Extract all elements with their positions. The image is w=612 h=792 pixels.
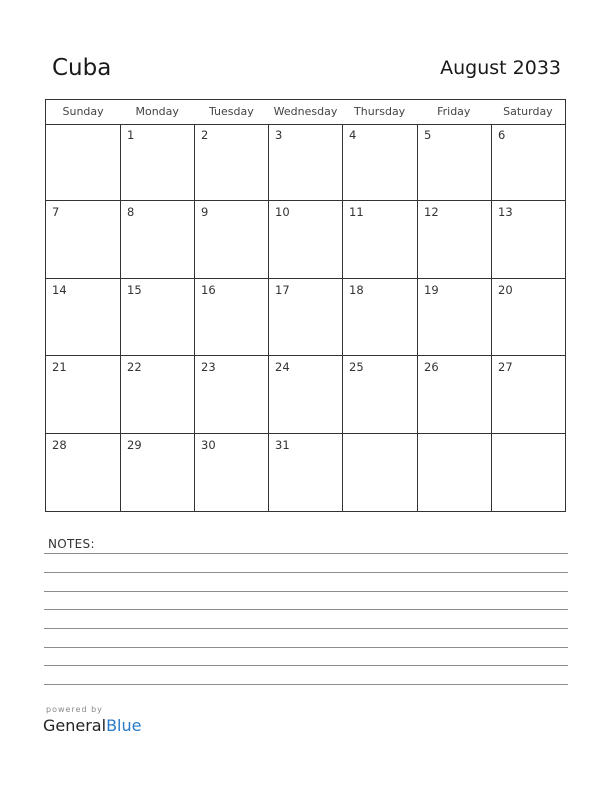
day-number: 12 <box>424 205 439 219</box>
weekday-wednesday: Wednesday <box>273 105 338 118</box>
day-number: 20 <box>498 283 513 297</box>
weekday-tuesday: Tuesday <box>208 105 254 118</box>
day-number: 5 <box>424 128 432 142</box>
day-number: 21 <box>52 360 67 374</box>
day-cells <box>46 124 565 511</box>
note-line <box>44 609 568 610</box>
day-cell <box>269 124 343 201</box>
day-cell <box>343 124 418 201</box>
day-number: 24 <box>275 360 290 374</box>
notes-label: NOTES: <box>48 537 95 551</box>
day-cell <box>121 201 195 279</box>
month-year-title: August 2033 <box>440 57 561 79</box>
day-number: 4 <box>349 128 357 142</box>
day-cell <box>492 201 565 279</box>
day-cell <box>269 434 343 511</box>
day-number: 13 <box>498 205 513 219</box>
note-line <box>44 647 568 648</box>
note-line <box>44 553 568 554</box>
day-cell <box>121 434 195 511</box>
day-number: 30 <box>201 438 216 452</box>
day-cell <box>121 124 195 201</box>
note-line <box>44 572 568 573</box>
note-line <box>44 591 568 592</box>
note-line <box>44 665 568 666</box>
calendar-grid <box>45 99 566 512</box>
day-number: 23 <box>201 360 216 374</box>
weekday-saturday: Saturday <box>503 105 553 118</box>
day-number: 2 <box>201 128 209 142</box>
day-cell <box>418 124 492 201</box>
day-cell <box>121 279 195 356</box>
day-cell <box>492 124 565 201</box>
day-number: 28 <box>52 438 67 452</box>
day-number: 9 <box>201 205 209 219</box>
brand-blue: Blue <box>106 716 142 735</box>
generalblue-logo <box>43 716 141 735</box>
day-number: 15 <box>127 283 142 297</box>
day-number: 6 <box>498 128 506 142</box>
day-cell <box>195 434 269 511</box>
weekday-thursday: Thursday <box>354 105 406 118</box>
day-cell <box>195 356 269 434</box>
day-number: 19 <box>424 283 439 297</box>
day-number: 14 <box>52 283 67 297</box>
day-cell <box>269 356 343 434</box>
weekday-friday: Friday <box>437 105 471 118</box>
weekday-header-row <box>46 100 565 125</box>
day-cell <box>418 434 492 511</box>
day-cell <box>343 201 418 279</box>
day-cell <box>269 279 343 356</box>
day-cell <box>121 356 195 434</box>
day-number: 17 <box>275 283 290 297</box>
day-number: 7 <box>52 205 60 219</box>
day-number: 3 <box>275 128 283 142</box>
day-cell <box>269 201 343 279</box>
day-number: 27 <box>498 360 513 374</box>
day-number: 8 <box>127 205 135 219</box>
day-cell <box>46 201 121 279</box>
day-number: 10 <box>275 205 290 219</box>
weekday-monday: Monday <box>135 105 179 118</box>
day-number: 16 <box>201 283 216 297</box>
note-line <box>44 684 568 685</box>
day-number: 29 <box>127 438 142 452</box>
day-cell <box>343 356 418 434</box>
day-number: 25 <box>349 360 364 374</box>
day-cell <box>418 356 492 434</box>
day-number: 22 <box>127 360 142 374</box>
day-cell <box>46 124 121 201</box>
day-cell <box>343 279 418 356</box>
day-cell <box>195 124 269 201</box>
day-cell <box>46 434 121 511</box>
day-cell <box>418 279 492 356</box>
day-cell <box>492 434 565 511</box>
day-number: 18 <box>349 283 364 297</box>
country-title: Cuba <box>52 55 112 81</box>
day-number: 1 <box>127 128 135 142</box>
day-number: 11 <box>349 205 364 219</box>
day-cell <box>46 356 121 434</box>
day-cell <box>195 279 269 356</box>
note-line <box>44 628 568 629</box>
day-cell <box>418 201 492 279</box>
day-cell <box>46 279 121 356</box>
weekday-sunday: Sunday <box>62 105 104 118</box>
day-number: 31 <box>275 438 290 452</box>
day-cell <box>343 434 418 511</box>
brand-general: General <box>43 716 107 735</box>
day-cell <box>492 356 565 434</box>
day-number: 26 <box>424 360 439 374</box>
day-cell <box>195 201 269 279</box>
powered-by-text: powered by <box>46 705 103 714</box>
day-cell <box>492 279 565 356</box>
